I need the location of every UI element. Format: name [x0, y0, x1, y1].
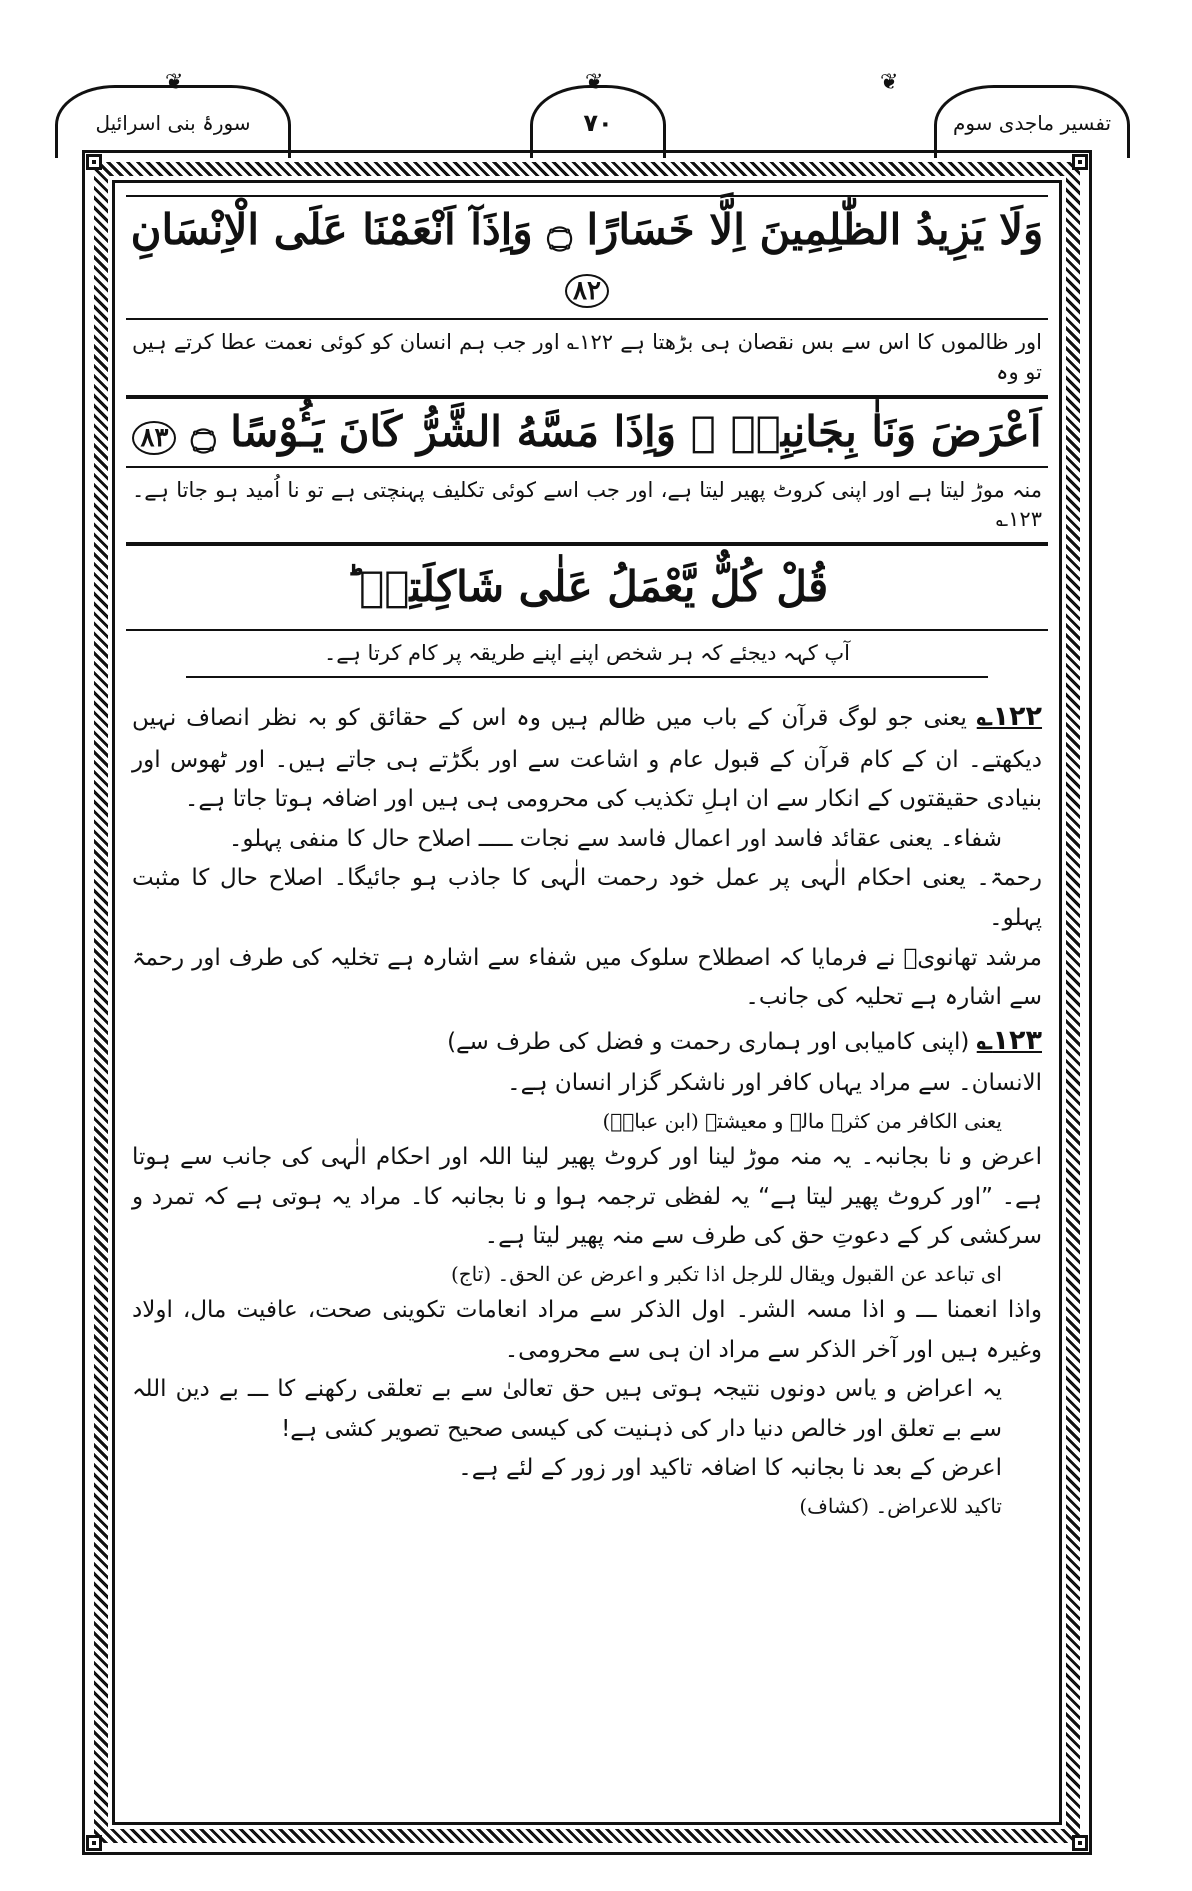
header-right-cartouche — [934, 85, 1130, 158]
verse-83: اَعْرَضَ وَنَاٰ بِجَانِبِهٖ ۚ وَاِذَا مَسَّهُ الشَّرُّ كَانَ يَـُٔوْسًا ۝ ۸۳ — [126, 397, 1048, 468]
note-aaraz-arabic: ای تباعد عن القبول ویقال للرجل اذا تکبر و اعرض عن الحق۔ (تاج) — [450, 1261, 1002, 1286]
translation-83: منہ موڑ لیتا ہے اور اپنی کروٹ پھیر لیتا ہے، اور جب اسے کوئی تکلیف پہنچتی ہے تو نا اُمید ہو جاتا ہے۔ ۱۲۳؎ — [126, 468, 1048, 545]
note-insan: الانسان۔ سے مراد یہاں کافر اور ناشکر گزار انسان ہے۔ — [507, 1070, 1042, 1097]
note-123: ۱۲۳؎ (اپنی کامیابی اور ہماری رحمت و فضل کی طرف سے) — [447, 1024, 1042, 1056]
verse-84: قُلْ كُلٌّ يَّعْمَلُ عَلٰى شَاكِلَتِهٖ ؕ — [126, 544, 1048, 631]
note-takid: تاکید للاعراض۔ (کشاف) — [799, 1493, 1002, 1518]
translation-84: آپ کہہ دیجئے کہ ہر شخص اپنے اپنے طریقہ پر کام کرتا ہے۔ — [323, 640, 851, 665]
translation-82: اور ظالموں کا اس سے بس نقصان ہی بڑھتا ہے ۱۲۲؎ اور جب ہم انسان کو کوئی نعمت عطا کرتے ہیں تو وہ — [126, 320, 1048, 397]
commentary — [126, 678, 1048, 1523]
note-rahma: رحمۃ۔ یعنی احکام الٰہی پر عمل خود رحمت الٰہی کا جاذب ہو جائیگا۔ اصلاح حال کا مثبت پہلو۔ — [132, 865, 1042, 931]
page-number: ۷۰ — [583, 109, 613, 137]
flourish-icon: ❦ — [585, 70, 604, 95]
verse-marker: ۸۳ — [132, 421, 176, 455]
page-content — [126, 195, 1048, 1523]
note-122: ۱۲۲؎ یعنی جو لوگ قرآن کے باب میں ظالم ہیں وہ اس کے حقائق کو بہ نظر انصاف نہیں دیکھتے۔ ان کے کام قرآن کے قبول عام و اشاعت سے اور بگڑتے ہی جاتے ہیں۔ اور ٹھوس اور بنیادی حقیقتوں کے انکار سے ان اہلِ تکذیب کی محرومی ہی ہیں اور اضافہ ہوتا جاتا ہے۔ — [132, 701, 1043, 813]
header-page-cartouche — [530, 85, 666, 158]
header-left-cartouche — [55, 85, 291, 158]
corner-ornament — [86, 154, 102, 170]
surah-name: سورۂ بنی اسرائیل — [95, 111, 251, 135]
note-insan-arabic: یعنی الکافر من کثرۃ مالہ و معیشتہ (ابن عباسؓ) — [602, 1108, 1002, 1133]
note-idha: واذا انعمنا ـــ و اذا مسہ الشر۔ اول الذکر سے مراد انعامات تکوینی صحت، عافیت مال، اولاد وغیرہ ہیں اور آخر الذکر سے مراد ان ہی سے محرومی۔ — [132, 1297, 1042, 1363]
note-number: ۱۲۲؎ — [976, 701, 1043, 733]
flourish-icon: ❦ — [880, 70, 899, 95]
running-title: تفسیر ماجدی سوم — [952, 111, 1112, 135]
note-murshid: مرشد تھانویؒ نے فرمایا کہ اصطلاح سلوک میں شفاء سے اشارہ ہے تخلیہ کی طرف اور رحمۃ سے اشارہ ہے تحلیہ کی جانب۔ — [132, 944, 1042, 1011]
note-number: ۱۲۳؎ — [976, 1024, 1042, 1056]
verse-82: وَلَا يَزِيدُ الظّٰلِمِينَ اِلَّا خَسَارًا ۝ وَاِذَآ اَنْعَمْنَا عَلَى الْاِنْسَانِ ۸۲ — [126, 195, 1048, 320]
flourish-icon: ❦ — [165, 70, 184, 95]
note-aaraz: اعرض و نا بجانبہ۔ یہ منہ موڑ لینا اور کروٹ پھیر لینا اللہ اور احکام الٰہی کی جانب سے ہوتا ہے۔ ”اور کروٹ پھیر لیتا ہے“ یہ لفظی ترجمہ ہوا و نا بجانبہ کا۔ مراد یہ ہوتی ہے کہ تمرد و سرکشی کر کے دعوتِ حق کی طرف سے منہ پھیر لیتا ہے۔ — [132, 1143, 1042, 1250]
corner-ornament — [1072, 1835, 1088, 1851]
note-iraz-yas: یہ اعراض و یاس دونوں نتیجہ ہوتی ہیں حق تعالیٰ سے بے تعلقی رکھنے کا ـــ بے دین اللہ سے بے تعلق اور خالص دنیا دار کی ذہنیت کی کیسی صحیح تصویر کشی ہے! — [132, 1376, 1002, 1442]
corner-ornament — [1072, 154, 1088, 170]
corner-ornament — [86, 1835, 102, 1851]
verse-marker: ۸۲ — [565, 274, 609, 308]
note-shifa: شفاء۔ یعنی عقائد فاسد اور اعمال فاسد سے نجات ـــــ اصلاح حال کا منفی پہلو۔ — [228, 825, 1002, 852]
note-aaraz-baad: اعرض کے بعد نا بجانبہ کا اضافہ تاکید اور زور کے لئے ہے۔ — [458, 1455, 1002, 1482]
